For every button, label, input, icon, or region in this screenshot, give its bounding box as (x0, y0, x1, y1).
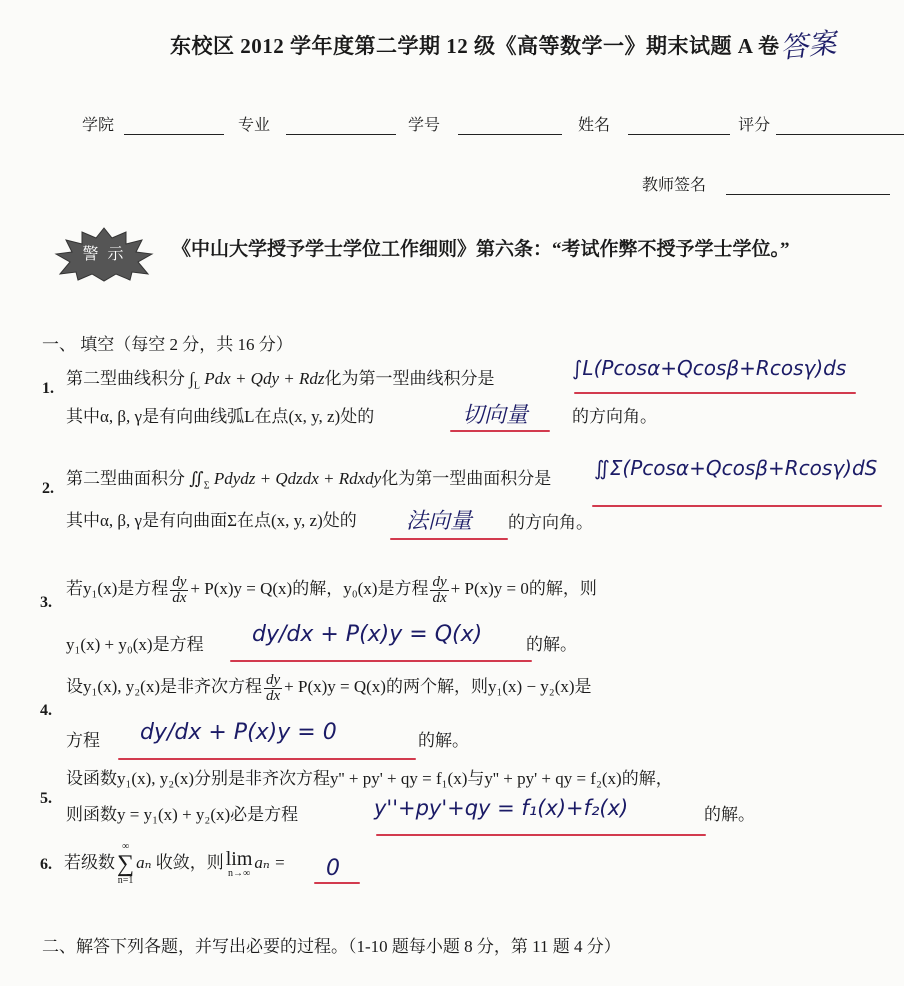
q6-lim-term: aₙ = (254, 852, 286, 872)
q5-number: 5. (40, 790, 52, 807)
q6-sum-top: ∞ (121, 841, 130, 852)
q3-frac-1 (170, 575, 188, 606)
field-major-label: 专业 (238, 117, 271, 134)
field-college-blank[interactable] (124, 116, 224, 135)
q3-frac-2-num: dy (432, 573, 447, 590)
q5-underline (376, 834, 706, 836)
q1-answer-2: 切向量 (462, 403, 529, 428)
q3-frac-1-den: dx (172, 589, 187, 606)
warning-badge-label: 警 示 (82, 244, 126, 263)
q4-text-b: + P(x)y = Q(x)的两个解，则y₁(x) − y₂(x)是 (284, 677, 592, 696)
field-major-blank[interactable] (286, 116, 396, 135)
q1-underline-2 (450, 430, 550, 432)
teacher-sign-blank[interactable] (726, 176, 890, 195)
q4-line2-tail: 的解。 (418, 731, 469, 750)
q5-answer: y''+py'+qy = f₁(x)+f₂(x) (374, 796, 629, 820)
student-info-row (82, 112, 904, 135)
q1-sub: L (193, 380, 201, 392)
sigma-icon: ∑ (117, 851, 135, 877)
q2-sub: Σ (203, 480, 210, 492)
q6-lim-sub: n→∞ (228, 868, 251, 879)
q2-line1 (66, 464, 551, 491)
q2-line2-head: 其中α, β, γ是有向曲面Σ在点(x, y, z)处的 (66, 511, 357, 530)
q5-line1: 设函数y₁(x), y₂(x)分别是非齐次方程y'' + py' + qy = f₁(x)与y'' + py' + qy = f₂(x)的解， (66, 769, 673, 788)
q1-line1 (66, 364, 494, 391)
q4-underline (118, 758, 416, 760)
q3-underline (230, 660, 532, 662)
q1-tail: 化为第一型曲线积分是 (324, 369, 495, 388)
warning-text: 《中山大学授予学士学位工作细则》第六条：“考试作弊不授予学士学位。” (172, 239, 790, 260)
field-id-label: 学号 (408, 117, 441, 134)
q3-text-a: 若y₁(x)是方程 (66, 579, 169, 598)
teacher-sign-row (642, 172, 890, 195)
q1-underline-1 (574, 392, 856, 394)
field-name-label: 姓名 (578, 117, 611, 134)
q4-line1 (66, 672, 592, 704)
q4-frac-num: dy (266, 671, 281, 688)
q6-line (64, 842, 286, 886)
q6-limit (226, 849, 253, 879)
q2-line2-tail: 的方向角。 (508, 513, 593, 532)
q2-text: 第二型曲面积分 ∬ (66, 469, 204, 488)
q6-text-a: 若级数 (64, 852, 115, 872)
q1-line2-tail: 的方向角。 (572, 407, 657, 426)
q1-line2 (66, 402, 374, 427)
q1-line2-head: 其中α, β, γ是有向曲线弧L在点(x, y, z)处的 (66, 407, 375, 426)
section-2-title: 二、解答下列各题，并写出必要的过程。（1-10 题每小题 8 分，第 11 题 4 分） (42, 937, 621, 956)
q1-expr: Pdx + Qdy + Rdz (204, 369, 325, 388)
q6-lim: lim (225, 848, 253, 870)
q6-answer: 0 (326, 856, 340, 881)
field-score-label: 评分 (738, 117, 771, 134)
q6-underline (314, 882, 360, 884)
q5-line2-tail: 的解。 (704, 805, 755, 824)
field-name-blank[interactable] (628, 116, 730, 135)
field-college-label: 学院 (82, 117, 115, 134)
q4-frac-den: dx (266, 687, 281, 704)
q3-answer: dy/dx + P(x)y = Q(x) (252, 622, 483, 647)
q4-text-a: 设y₁(x), y₂(x)是非齐次方程 (66, 677, 262, 696)
q2-tail: 化为第一型曲面积分是 (381, 469, 552, 488)
handwritten-answer-mark: 答案 (778, 26, 838, 65)
q4-frac (264, 673, 282, 704)
q1-text: 第二型曲线积分 ∫ (66, 369, 194, 388)
q2-line2 (66, 506, 357, 531)
q4-answer: dy/dx + P(x)y = 0 (140, 720, 337, 745)
q1-answer-1: ∫L(Pcosα+Qcosβ+Rcosγ)ds (572, 356, 847, 380)
q2-expr: Pdydz + Qdzdx + Rdxdy (213, 469, 382, 488)
q3-line2-head: y₁(x) + y₀(x)是方程 (66, 635, 204, 654)
section-1-title: 一、 填空（每空 2 分，共 16 分） (42, 335, 293, 354)
q3-line2-tail: 的解。 (526, 635, 577, 654)
q4-line2-head: 方程 (66, 731, 100, 750)
q3-text-c: + P(x)y = 0的解，则 (450, 579, 597, 598)
q2-underline-1 (592, 505, 882, 507)
q2-number: 2. (42, 480, 54, 497)
q3-frac-2 (430, 575, 448, 606)
field-id-blank[interactable] (458, 116, 562, 135)
exam-title: 东校区 2012 学年度第二学期 12 级《高等数学一》期末试题 A 卷 (170, 34, 780, 58)
q4-number: 4. (40, 702, 52, 719)
teacher-sign-label: 教师签名 (642, 177, 707, 194)
q2-answer-2: 法向量 (406, 509, 473, 534)
q3-line1 (66, 574, 597, 606)
q6-number: 6. (40, 856, 52, 873)
q3-frac-2-den: dx (432, 589, 447, 606)
warning-badge (52, 226, 156, 282)
q3-number: 3. (40, 594, 52, 611)
q6-text-b: 收敛，则 (155, 852, 224, 872)
q6-sum (117, 842, 134, 886)
q5-line2-head: 则函数y = y₁(x) + y₂(x)必是方程 (66, 805, 299, 824)
q6-sum-bottom: n=1 (117, 875, 134, 886)
q6-term: aₙ (136, 852, 152, 872)
field-score-blank[interactable] (776, 116, 904, 135)
q2-underline-2 (390, 538, 508, 540)
q3-frac-1-num: dy (172, 573, 187, 590)
q1-number: 1. (42, 380, 54, 397)
q2-answer-1: ∬Σ(Pcosα+Qcosβ+Rcosγ)dS (594, 456, 878, 480)
q3-text-b: + P(x)y = Q(x)的解，y₀(x)是方程 (190, 579, 429, 598)
